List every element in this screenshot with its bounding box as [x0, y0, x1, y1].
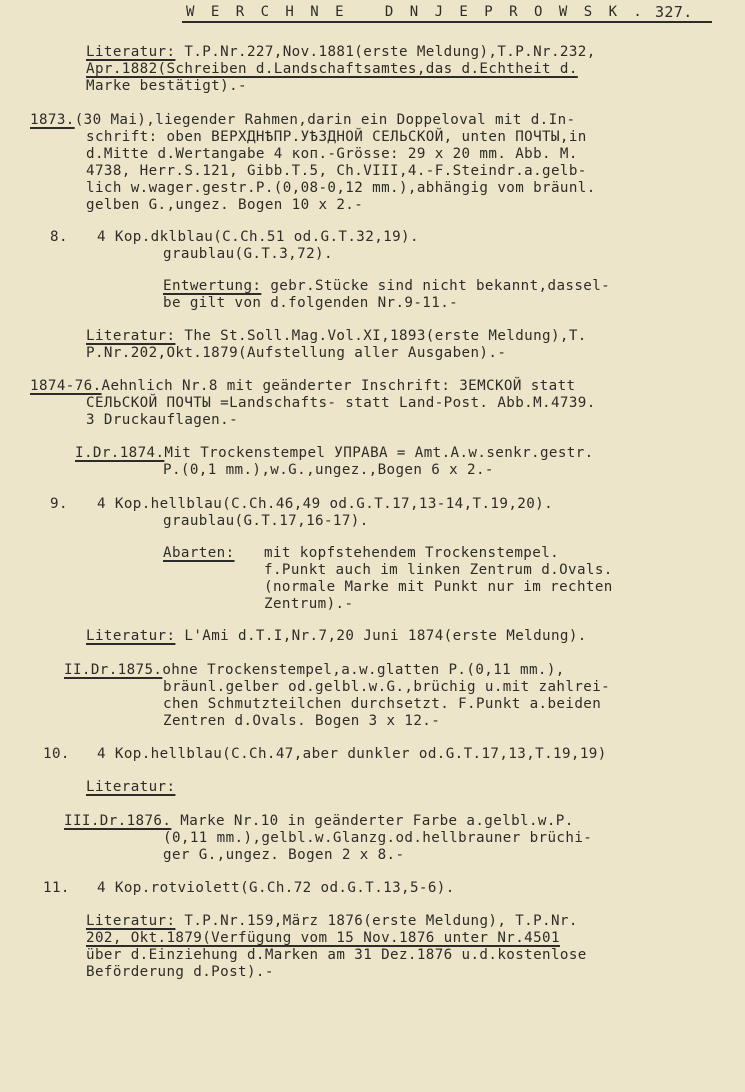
- literatur-paragraph: [86, 913, 578, 930]
- printing-paragraph: [64, 813, 574, 830]
- page-number: 327.: [655, 3, 693, 21]
- text-line: T.P.Nr.227,Nov.1881(erste Meldung),T.P.Nr.232,: [184, 44, 596, 60]
- printing-label: II.Dr.1875.: [64, 662, 163, 678]
- text-line: (0,11 mm.),gelbl.w.Glanzg.od.hellbrauner brüchi-: [163, 830, 593, 846]
- text-line: 3 Druckauflagen.-: [86, 412, 239, 428]
- text-line: mit kopfstehendem Trockenstempel.: [264, 545, 560, 561]
- text-line: Zentrum).-: [264, 596, 354, 612]
- text-line: P.(0,1 mm.),w.G.,ungez.,Bogen 6 x 2.-: [163, 462, 494, 478]
- text-line: ohne Trockenstempel,a.w.glatten P.(0,11 mm.),: [162, 662, 565, 678]
- text-line: graublau(G.T.3,72).: [163, 246, 333, 262]
- literatur-label: Literatur:: [86, 44, 176, 60]
- literatur-label: Literatur:: [86, 913, 176, 929]
- text-line: f.Punkt auch im linken Zentrum d.Ovals.: [264, 562, 613, 578]
- issue-paragraph: [30, 112, 575, 129]
- text-line: Beförderung d.Post).-: [86, 964, 274, 980]
- item-number: 8.: [50, 229, 68, 245]
- text-line: P.Nr.202,Okt.1879(Aufstellung aller Ausgaben).-: [86, 345, 507, 361]
- text-line: gebr.Stücke sind nicht bekannt,dassel-: [270, 278, 611, 294]
- literatur-paragraph: [86, 328, 587, 345]
- text-line: chen Schmutzteilchen durchsetzt. F.Punkt a.beiden: [163, 696, 602, 712]
- text-line: 4738, Herr.S.121, Gibb.T.5, Ch.VIII,4.-F.Steindr.a.gelb-: [86, 163, 587, 179]
- text-line: schrift: oben ВЕРХДНѢПР.УѢЗДНОЙ СЕЛЬСКОЙ, unten ПОЧТЫ,in: [86, 129, 587, 145]
- text-line: Zentren d.Ovals. Bogen 3 x 12.-: [163, 713, 441, 729]
- running-title: W E R C H N E D N J E P R O W S K .: [186, 4, 646, 20]
- abarten-label: Abarten:: [163, 545, 235, 561]
- printing-label: III.Dr.1876.: [64, 813, 172, 829]
- header-rule: [182, 21, 712, 23]
- entwertung-paragraph: [163, 278, 610, 295]
- text-line: d.Mitte d.Wertangabe 4 коп.-Grösse: 29 x 20 mm. Abb. M.: [86, 146, 578, 162]
- text-line: 202, Okt.1879(Verfügung vom 15 Nov.1876 unter Nr.4501: [86, 930, 560, 946]
- text-line: 4 Kop.hellblau(C.Ch.46,49 od.G.T.17,13-14,T.19,20).: [97, 496, 554, 512]
- text-line: über d.Einziehung d.Marken am 31 Dez.1876 u.d.kostenlose: [86, 947, 587, 963]
- literatur-paragraph: [86, 628, 587, 645]
- text-line: (30 Mai),liegender Rahmen,darin ein Doppeloval mit d.In-: [74, 112, 576, 128]
- item-number: 9.: [50, 496, 68, 512]
- text-line: lich w.wager.gestr.P.(0,08-0,12 mm.),abhängig vom bräunl.: [86, 180, 596, 196]
- item-number: 11.: [43, 880, 70, 896]
- text-line: ger G.,ungez. Bogen 2 x 8.-: [163, 847, 405, 863]
- text-line: Mit Trockenstempel УПРАВА = Amt.A.w.senkr.gestr.: [164, 445, 594, 461]
- literatur-label: Literatur:: [86, 328, 176, 344]
- issue-year: 1874-76.: [30, 378, 102, 394]
- text-line: 4 Kop.dklblau(C.Ch.51 od.G.T.32,19).: [97, 229, 419, 245]
- text-line: Aehnlich Nr.8 mit geänderter Inschrift: ЗЕМСКОЙ statt: [101, 378, 576, 394]
- issue-year: 1873.: [30, 112, 75, 128]
- issue-paragraph: [30, 378, 575, 395]
- printing-label: I.Dr.1874.: [75, 445, 165, 461]
- text-line: 4 Kop.rotviolett(G.Ch.72 od.G.T.13,5-6).: [97, 880, 455, 896]
- text-line: L'Ami d.T.I,Nr.7,20 Juni 1874(erste Meldung).: [184, 628, 587, 644]
- literatur-paragraph: [86, 44, 596, 61]
- text-line: bräunl.gelber od.gelbl.w.G.,brüchig u.mit zahlrei-: [163, 679, 611, 695]
- text-line: СЕЛЬСКОЙ ПОЧТЫ =Landschafts- statt Land-Post. Abb.M.4739.: [86, 395, 596, 411]
- text-line: 4 Kop.hellblau(C.Ch.47,aber dunkler od.G.T.17,13,T.19,19): [97, 746, 607, 762]
- text-line: T.P.Nr.159,März 1876(erste Meldung), T.P.Nr.: [184, 913, 578, 929]
- text-line: be gilt von d.folgenden Nr.9-11.-: [163, 295, 459, 311]
- literatur-label: Literatur:: [86, 628, 176, 644]
- item-number: 10.: [43, 746, 70, 762]
- printing-paragraph: [64, 662, 565, 679]
- text-line: Marke Nr.10 in geänderter Farbe a.gelbl.w.P.: [180, 813, 574, 829]
- text-line: The St.Soll.Mag.Vol.XI,1893(erste Meldung),T.: [184, 328, 587, 344]
- text-line: (normale Marke mit Punkt nur im rechten: [264, 579, 613, 595]
- text-line: graublau(G.T.17,16-17).: [163, 513, 369, 529]
- printing-paragraph: [75, 445, 594, 462]
- text-line: Marke bestätigt).-: [86, 78, 247, 94]
- text-line: gelben G.,ungez. Bogen 10 x 2.-: [86, 197, 364, 213]
- entwertung-label: Entwertung:: [163, 278, 262, 294]
- text-line: Apr.1882(Schreiben d.Landschaftsamtes,das d.Echtheit d.: [86, 61, 578, 77]
- literatur-label: Literatur:: [86, 779, 176, 795]
